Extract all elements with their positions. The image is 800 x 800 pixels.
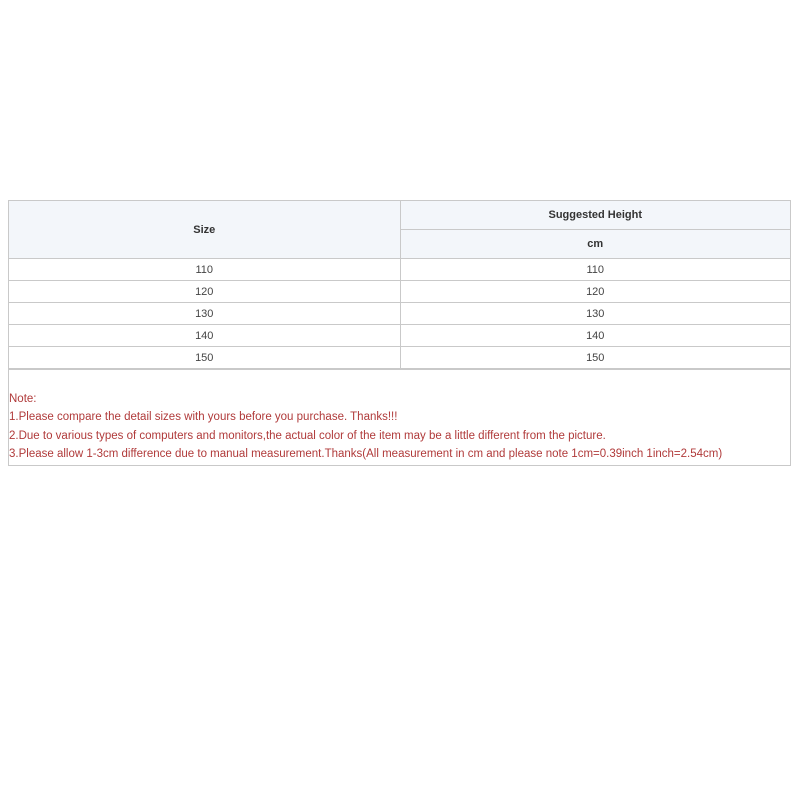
size-cell: 130 (9, 303, 400, 325)
height-cell: 110 (400, 259, 790, 281)
size-cell: 110 (9, 259, 400, 281)
size-cell: 140 (9, 325, 400, 347)
size-cell: 150 (9, 347, 400, 369)
notes-section (9, 369, 790, 465)
note-line-3: 3.Please allow 1-3cm difference due to manual measurement.Thanks(All measurement in cm and please note 1cm=0.39inch 1inch=2.54cm) (9, 447, 723, 460)
table-row (9, 281, 790, 303)
table-row (9, 303, 790, 325)
note-line-1: 1.Please compare the detail sizes with yours before you purchase. Thanks!!! (9, 411, 398, 424)
size-column-header: Size (9, 201, 400, 259)
unit-header: cm (400, 230, 790, 259)
height-cell: 130 (400, 303, 790, 325)
height-cell: 150 (400, 347, 790, 369)
table-row (9, 259, 790, 281)
table-row (9, 347, 790, 369)
table-header-row (9, 201, 790, 230)
size-chart (8, 200, 791, 466)
table-row (9, 325, 790, 347)
height-cell: 140 (400, 325, 790, 347)
size-table (9, 201, 790, 369)
note-line-2: 2.Due to various types of computers and monitors,the actual color of the item may be a little different from the picture. (9, 429, 606, 442)
size-cell: 120 (9, 281, 400, 303)
height-cell: 120 (400, 281, 790, 303)
suggested-height-column-header: Suggested Height (400, 201, 790, 230)
notes-title: Note: (9, 393, 37, 405)
